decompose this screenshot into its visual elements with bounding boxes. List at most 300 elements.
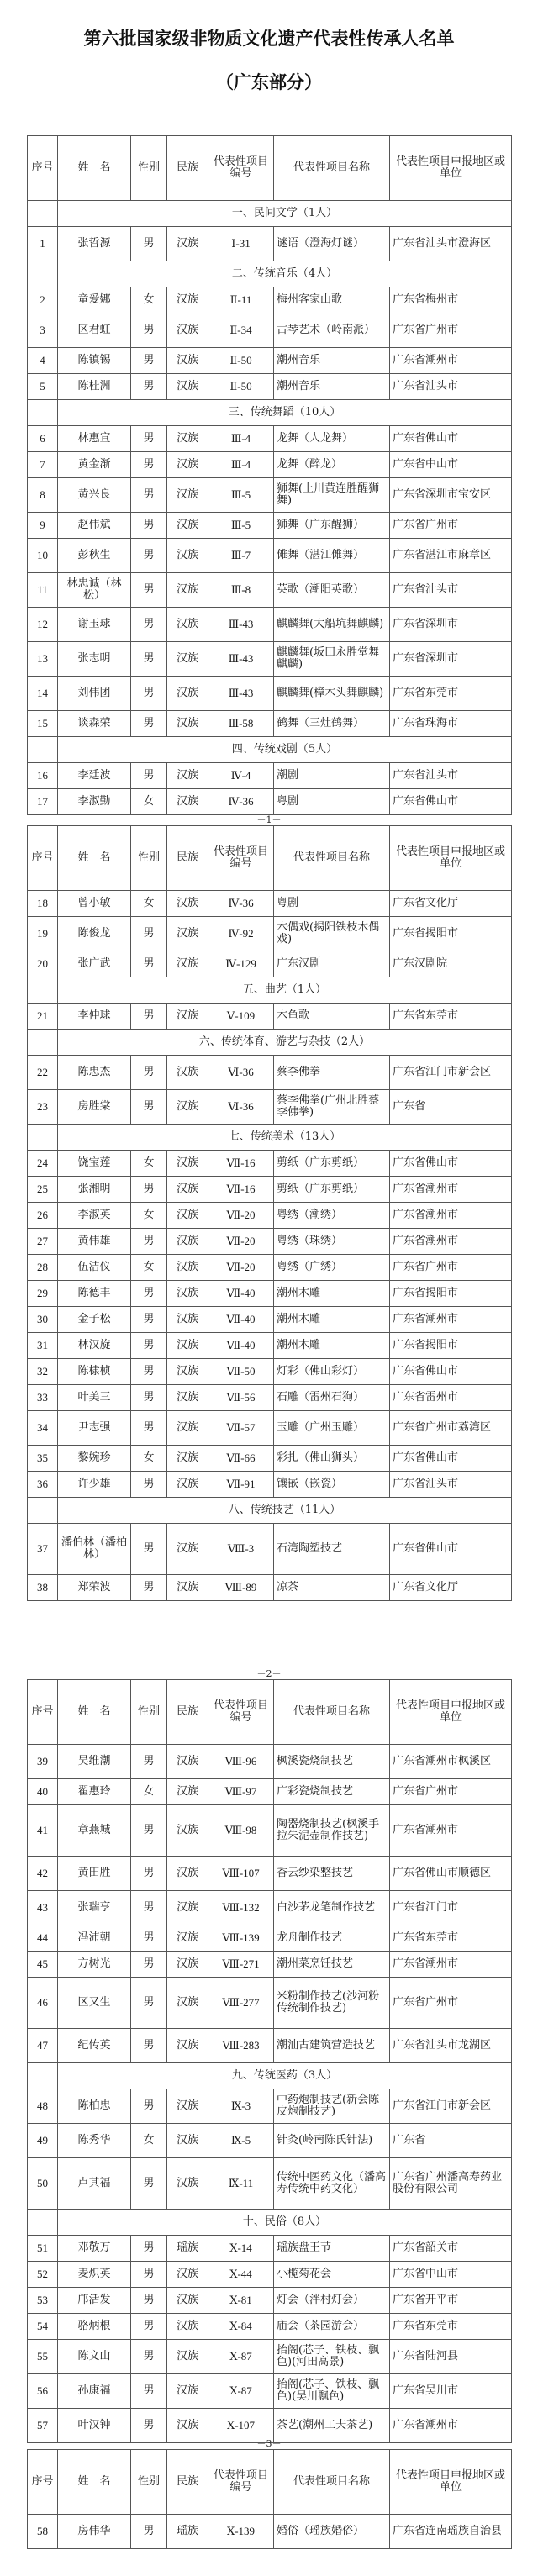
cell-region: 广东省潮州市 — [390, 348, 512, 374]
cell-seq: 22 — [28, 1056, 58, 1090]
cell-name: 刘伟团 — [58, 677, 131, 711]
cell-name: 陈柏忠 — [58, 2089, 131, 2124]
cell-region: 广东省深圳市 — [390, 642, 512, 677]
cell-gender: 女 — [131, 1779, 167, 1805]
cell-ethnicity: 汉族 — [167, 1203, 208, 1229]
column-header-name: 姓 名 — [58, 826, 131, 891]
cell-project: 凉茶 — [274, 1575, 390, 1601]
cell-gender: 男 — [131, 1090, 167, 1125]
cell-project: 潮州木雕 — [274, 1333, 390, 1359]
cell-ethnicity: 汉族 — [167, 951, 208, 977]
cell-code: Ⅷ-97 — [208, 1779, 274, 1805]
cell-code: Ⅲ-43 — [208, 642, 274, 677]
table-row — [28, 1446, 512, 1472]
cell-seq: 46 — [28, 1978, 58, 2029]
cell-project: 白沙茅龙笔制作技艺 — [274, 1891, 390, 1925]
cell-gender: 男 — [131, 1745, 167, 1779]
cell-region: 广东省东莞市 — [390, 677, 512, 711]
section-title: 八、传统技艺（11人） — [58, 1498, 512, 1524]
cell-project: 麒麟舞(坂田永胜堂舞麒麟) — [274, 642, 390, 677]
cell-project: 潮剧 — [274, 763, 390, 789]
section-row — [28, 1498, 512, 1524]
column-header-project: 代表性项目名称 — [274, 1680, 390, 1745]
cell-seq: 31 — [28, 1333, 58, 1359]
table-row — [28, 374, 512, 400]
cell-region: 广东省东莞市 — [390, 1925, 512, 1952]
cell-seq: 5 — [28, 374, 58, 400]
cell-project: 麒麟舞(大船坑舞麒麟) — [274, 608, 390, 642]
cell-gender: 男 — [131, 2340, 167, 2374]
cell-project: 蔡李佛拳 — [274, 1056, 390, 1090]
cell-seq: 7 — [28, 452, 58, 478]
cell-region: 广东省 — [390, 1090, 512, 1125]
cell-gender: 男 — [131, 2262, 167, 2288]
cell-seq: 25 — [28, 1177, 58, 1203]
cell-ethnicity: 汉族 — [167, 1281, 208, 1307]
cell-name: 李淑勤 — [58, 789, 131, 815]
cell-name: 陈文山 — [58, 2340, 131, 2374]
cell-name: 曾小敏 — [58, 891, 131, 917]
table-row — [28, 2262, 512, 2288]
cell-code: Ⅲ-58 — [208, 711, 274, 737]
column-header-ethnicity: 民族 — [167, 136, 208, 201]
section-blank-cell — [28, 201, 58, 227]
table-row — [28, 1805, 512, 1857]
cell-code: Ⅷ-139 — [208, 1925, 274, 1952]
cell-code: Ⅶ-57 — [208, 1411, 274, 1446]
cell-region: 广东省佛山市 — [390, 1359, 512, 1385]
table-row — [28, 1177, 512, 1203]
cell-code: Ⅷ-132 — [208, 1891, 274, 1925]
cell-ethnicity: 汉族 — [167, 2029, 208, 2063]
table-row — [28, 642, 512, 677]
cell-code: Ⅹ-14 — [208, 2236, 274, 2262]
section-row — [28, 261, 512, 287]
cell-name: 麦炽英 — [58, 2262, 131, 2288]
table-row — [28, 426, 512, 452]
cell-gender: 男 — [131, 917, 167, 951]
cell-gender: 男 — [131, 313, 167, 348]
section-row — [28, 1125, 512, 1151]
cell-name: 黄金渐 — [58, 452, 131, 478]
table-row — [28, 227, 512, 261]
cell-name: 邝活发 — [58, 2288, 131, 2314]
cell-ethnicity: 汉族 — [167, 313, 208, 348]
section-blank-cell — [28, 2210, 58, 2236]
cell-name: 陈棣桢 — [58, 1359, 131, 1385]
page-number-3: －3－ — [256, 2438, 282, 2449]
cell-code: Ⅹ-44 — [208, 2262, 274, 2288]
column-header-region: 代表性项目申报地区或单位 — [390, 136, 512, 201]
cell-ethnicity: 汉族 — [167, 426, 208, 452]
cell-region: 广东省潮州市 — [390, 1307, 512, 1333]
section-title: 七、传统美术（13人） — [58, 1125, 512, 1151]
cell-region: 广东省汕头市 — [390, 374, 512, 400]
column-header-code: 代表性项目编号 — [208, 1680, 274, 1745]
cell-project: 中药炮制技艺(新会陈皮炮制技艺) — [274, 2089, 390, 2124]
table-row — [28, 2124, 512, 2158]
cell-region: 广东省潮州市 — [390, 1203, 512, 1229]
cell-name: 彭秋生 — [58, 539, 131, 573]
cell-project: 潮州音乐 — [274, 374, 390, 400]
cell-name: 陈桂洲 — [58, 374, 131, 400]
cell-project: 抬阁(芯子、铁枝、飘色)(吴川飘色) — [274, 2374, 390, 2409]
cell-name: 吴维潮 — [58, 1745, 131, 1779]
cell-gender: 男 — [131, 1524, 167, 1575]
cell-name: 童爱娜 — [58, 287, 131, 313]
cell-code: Ⅶ-20 — [208, 1229, 274, 1255]
table-header-row — [28, 2450, 512, 2515]
cell-region: 广东省广州潘高寿药业股份有限公司 — [390, 2158, 512, 2210]
cell-name: 张湘明 — [58, 1177, 131, 1203]
cell-gender: 男 — [131, 2314, 167, 2340]
cell-project: 粤绣（广绣） — [274, 1255, 390, 1281]
cell-region: 广东省揭阳市 — [390, 917, 512, 951]
column-header-ethnicity: 民族 — [167, 826, 208, 891]
cell-region: 广东省佛山市 — [390, 1446, 512, 1472]
cell-gender: 男 — [131, 1925, 167, 1952]
cell-project: 潮州菜烹饪技艺 — [274, 1952, 390, 1978]
cell-ethnicity: 汉族 — [167, 608, 208, 642]
cell-ethnicity: 汉族 — [167, 891, 208, 917]
table-row — [28, 573, 512, 608]
section-blank-cell — [28, 737, 58, 763]
column-header-name: 姓 名 — [58, 136, 131, 201]
cell-region: 广东省湛江市麻章区 — [390, 539, 512, 573]
cell-name: 潘伯林（潘柏林） — [58, 1524, 131, 1575]
table-row — [28, 1004, 512, 1030]
table-row — [28, 2029, 512, 2063]
section-row — [28, 2063, 512, 2089]
cell-code: Ⅳ-36 — [208, 789, 274, 815]
cell-ethnicity: 汉族 — [167, 452, 208, 478]
table-row — [28, 1151, 512, 1177]
cell-code: Ⅱ-34 — [208, 313, 274, 348]
section-blank-cell — [28, 1125, 58, 1151]
cell-project: 龙舞（人龙舞） — [274, 426, 390, 452]
cell-gender: 男 — [131, 1805, 167, 1857]
table-row — [28, 478, 512, 513]
cell-seq: 49 — [28, 2124, 58, 2158]
cell-project: 潮州木雕 — [274, 1307, 390, 1333]
cell-ethnicity: 汉族 — [167, 573, 208, 608]
cell-region: 广东省广州市 — [390, 1255, 512, 1281]
cell-seq: 26 — [28, 1203, 58, 1229]
cell-region: 广东省文化厅 — [390, 891, 512, 917]
table-row — [28, 539, 512, 573]
cell-region: 广东省中山市 — [390, 2262, 512, 2288]
cell-seq: 28 — [28, 1255, 58, 1281]
cell-project: 传统中医药文化（潘高寿传统中药文化） — [274, 2158, 390, 2210]
cell-ethnicity: 汉族 — [167, 1779, 208, 1805]
cell-seq: 50 — [28, 2158, 58, 2210]
cell-seq: 11 — [28, 573, 58, 608]
cell-project: 镶嵌（嵌瓷） — [274, 1472, 390, 1498]
cell-seq: 19 — [28, 917, 58, 951]
cell-code: Ⅷ-98 — [208, 1805, 274, 1857]
cell-seq: 20 — [28, 951, 58, 977]
cell-seq: 6 — [28, 426, 58, 452]
cell-seq: 3 — [28, 313, 58, 348]
cell-gender: 男 — [131, 2515, 167, 2549]
cell-region: 广东省吴川市 — [390, 2374, 512, 2409]
cell-gender: 男 — [131, 573, 167, 608]
cell-project: 傩舞（湛江傩舞） — [274, 539, 390, 573]
section-title: 九、传统医药（3人） — [58, 2063, 512, 2089]
cell-region: 广东省汕头市 — [390, 573, 512, 608]
cell-ethnicity: 汉族 — [167, 1229, 208, 1255]
table-row — [28, 917, 512, 951]
cell-code: Ⅶ-16 — [208, 1151, 274, 1177]
cell-region: 广东省东莞市 — [390, 1004, 512, 1030]
cell-seq: 4 — [28, 348, 58, 374]
cell-ethnicity: 汉族 — [167, 227, 208, 261]
cell-code: Ⅲ-4 — [208, 452, 274, 478]
cell-project: 英歌（潮阳英歌） — [274, 573, 390, 608]
cell-region: 广东省佛山市 — [390, 1151, 512, 1177]
cell-project: 粤绣（珠绣） — [274, 1229, 390, 1255]
cell-seq: 57 — [28, 2409, 58, 2443]
cell-seq: 41 — [28, 1805, 58, 1857]
cell-seq: 27 — [28, 1229, 58, 1255]
cell-code: Ⅴ-109 — [208, 1004, 274, 1030]
cell-gender: 男 — [131, 1385, 167, 1411]
cell-name: 章燕城 — [58, 1805, 131, 1857]
cell-seq: 34 — [28, 1411, 58, 1446]
cell-code: Ⅲ-5 — [208, 478, 274, 513]
cell-code: Ⅶ-20 — [208, 1255, 274, 1281]
cell-gender: 女 — [131, 1203, 167, 1229]
cell-seq: 47 — [28, 2029, 58, 2063]
cell-seq: 18 — [28, 891, 58, 917]
cell-seq: 35 — [28, 1446, 58, 1472]
cell-project: 抬阁(芯子、铁枝、飘色)(河田高景) — [274, 2340, 390, 2374]
cell-ethnicity: 汉族 — [167, 2288, 208, 2314]
cell-ethnicity: 汉族 — [167, 1151, 208, 1177]
cell-name: 纪传英 — [58, 2029, 131, 2063]
cell-gender: 男 — [131, 2374, 167, 2409]
cell-seq: 8 — [28, 478, 58, 513]
cell-code: Ⅸ-11 — [208, 2158, 274, 2210]
cell-region: 广东省揭阳市 — [390, 1281, 512, 1307]
cell-ethnicity: 汉族 — [167, 1978, 208, 2029]
cell-name: 陈忠杰 — [58, 1056, 131, 1090]
column-header-code: 代表性项目编号 — [208, 2450, 274, 2515]
cell-name: 张志明 — [58, 642, 131, 677]
cell-name: 赵伟斌 — [58, 513, 131, 539]
cell-gender: 男 — [131, 1359, 167, 1385]
section-blank-cell — [28, 1030, 58, 1056]
table-row — [28, 1524, 512, 1575]
cell-gender: 男 — [131, 711, 167, 737]
cell-name: 许少雄 — [58, 1472, 131, 1498]
cell-region: 广东省江门市新会区 — [390, 2089, 512, 2124]
cell-seq: 12 — [28, 608, 58, 642]
column-header-gender: 性别 — [131, 2450, 167, 2515]
cell-code: Ⅱ-50 — [208, 374, 274, 400]
cell-gender: 男 — [131, 1229, 167, 1255]
cell-gender: 男 — [131, 1857, 167, 1891]
table-row — [28, 2089, 512, 2124]
document-subtitle: （广东部分） — [216, 72, 322, 92]
page-number-2: －2－ — [256, 1668, 282, 1679]
cell-seq: 32 — [28, 1359, 58, 1385]
cell-project: 龙舟制作技艺 — [274, 1925, 390, 1952]
cell-name: 尹志强 — [58, 1411, 131, 1446]
section-title: 二、传统音乐（4人） — [58, 261, 512, 287]
cell-gender: 男 — [131, 1056, 167, 1090]
cell-ethnicity: 汉族 — [167, 2262, 208, 2288]
column-header-code: 代表性项目编号 — [208, 826, 274, 891]
cell-seq: 29 — [28, 1281, 58, 1307]
cell-ethnicity: 汉族 — [167, 1385, 208, 1411]
table-row — [28, 1333, 512, 1359]
table-header-row — [28, 826, 512, 891]
cell-ethnicity: 汉族 — [167, 1891, 208, 1925]
cell-name: 陈俊龙 — [58, 917, 131, 951]
cell-seq: 21 — [28, 1004, 58, 1030]
section-row — [28, 737, 512, 763]
cell-gender: 男 — [131, 426, 167, 452]
cell-code: Ⅹ-107 — [208, 2409, 274, 2443]
cell-name: 伍洁仪 — [58, 1255, 131, 1281]
cell-name: 陈秀华 — [58, 2124, 131, 2158]
section-blank-cell — [28, 261, 58, 287]
section-title: 三、传统舞蹈（10人） — [58, 400, 512, 426]
cell-code: Ⅸ-3 — [208, 2089, 274, 2124]
cell-gender: 男 — [131, 763, 167, 789]
cell-seq: 45 — [28, 1952, 58, 1978]
cell-gender: 男 — [131, 227, 167, 261]
cell-seq: 53 — [28, 2288, 58, 2314]
table-row — [28, 1952, 512, 1978]
cell-gender: 男 — [131, 1333, 167, 1359]
cell-code: Ⅷ-283 — [208, 2029, 274, 2063]
cell-region: 广东省潮州市 — [390, 1177, 512, 1203]
table-row — [28, 1090, 512, 1125]
cell-name: 邓敬万 — [58, 2236, 131, 2262]
table-row — [28, 1925, 512, 1952]
cell-code: Ⅶ-50 — [208, 1359, 274, 1385]
cell-ethnicity: 汉族 — [167, 2158, 208, 2210]
cell-project: 龙舞（醉龙） — [274, 452, 390, 478]
cell-name: 方树光 — [58, 1952, 131, 1978]
cell-region: 广东省雷州市 — [390, 1385, 512, 1411]
cell-name: 李淑英 — [58, 1203, 131, 1229]
cell-seq: 15 — [28, 711, 58, 737]
cell-name: 叶美三 — [58, 1385, 131, 1411]
table-row — [28, 2374, 512, 2409]
cell-seq: 54 — [28, 2314, 58, 2340]
section-row — [28, 201, 512, 227]
cell-gender: 男 — [131, 513, 167, 539]
cell-gender: 女 — [131, 789, 167, 815]
cell-gender: 女 — [131, 287, 167, 313]
section-blank-cell — [28, 977, 58, 1004]
column-header-ethnicity: 民族 — [167, 2450, 208, 2515]
cell-ethnicity: 汉族 — [167, 1359, 208, 1385]
cell-name: 谈森荣 — [58, 711, 131, 737]
cell-name: 黄伟雄 — [58, 1229, 131, 1255]
cell-region: 广东省佛山市 — [390, 426, 512, 452]
cell-seq: 42 — [28, 1857, 58, 1891]
column-header-gender: 性别 — [131, 826, 167, 891]
cell-ethnicity: 汉族 — [167, 1575, 208, 1601]
cell-project: 瑶族盘王节 — [274, 2236, 390, 2262]
cell-ethnicity: 汉族 — [167, 2089, 208, 2124]
cell-project: 庙会（茶园游会） — [274, 2314, 390, 2340]
cell-region: 广东省 — [390, 2124, 512, 2158]
table-row — [28, 513, 512, 539]
document-title: 第六批国家级非物质文化遗产代表性传承人名单 — [83, 29, 455, 49]
cell-name: 冯沛朝 — [58, 1925, 131, 1952]
page-number-1: －1－ — [256, 814, 282, 825]
cell-region: 广东省中山市 — [390, 452, 512, 478]
cell-project: 狮舞(上川黄连胜醒狮舞) — [274, 478, 390, 513]
cell-code: Ⅲ-5 — [208, 513, 274, 539]
cell-project: 针灸(岭南陈氏针法) — [274, 2124, 390, 2158]
cell-region: 广东省汕头市龙湖区 — [390, 2029, 512, 2063]
cell-gender: 女 — [131, 891, 167, 917]
table-row — [28, 1779, 512, 1805]
cell-region: 广东省潮州市 — [390, 1229, 512, 1255]
cell-gender: 女 — [131, 1446, 167, 1472]
cell-region: 广东省汕头市澄海区 — [390, 227, 512, 261]
cell-project: 谜语（澄海灯谜） — [274, 227, 390, 261]
cell-project: 潮汕古建筑营造技艺 — [274, 2029, 390, 2063]
table-row — [28, 1359, 512, 1385]
cell-ethnicity: 汉族 — [167, 2409, 208, 2443]
section-title: 一、民间文学（1人） — [58, 201, 512, 227]
cell-project: 剪纸（广东剪纸） — [274, 1151, 390, 1177]
cell-seq: 13 — [28, 642, 58, 677]
cell-name: 陈镇锡 — [58, 348, 131, 374]
table-row — [28, 313, 512, 348]
cell-ethnicity: 瑶族 — [167, 2515, 208, 2549]
table-row — [28, 951, 512, 977]
table-row — [28, 677, 512, 711]
table-row — [28, 452, 512, 478]
cell-ethnicity: 汉族 — [167, 1446, 208, 1472]
cell-seq: 2 — [28, 287, 58, 313]
cell-ethnicity: 汉族 — [167, 1925, 208, 1952]
cell-region: 广东省江门市 — [390, 1891, 512, 1925]
cell-seq: 44 — [28, 1925, 58, 1952]
cell-gender: 男 — [131, 677, 167, 711]
heritage-table-page-3 — [27, 1679, 512, 2443]
cell-seq: 10 — [28, 539, 58, 573]
cell-name: 金子松 — [58, 1307, 131, 1333]
column-header-project: 代表性项目名称 — [274, 136, 390, 201]
cell-region: 广东省汕头市 — [390, 763, 512, 789]
column-header-project: 代表性项目名称 — [274, 2450, 390, 2515]
cell-region: 广东省珠海市 — [390, 711, 512, 737]
column-header-code: 代表性项目编号 — [208, 136, 274, 201]
cell-code: Ⅶ-91 — [208, 1472, 274, 1498]
table-row — [28, 1255, 512, 1281]
cell-code: Ⅷ-89 — [208, 1575, 274, 1601]
column-header-region: 代表性项目申报地区或单位 — [390, 2450, 512, 2515]
cell-seq: 23 — [28, 1090, 58, 1125]
cell-gender: 男 — [131, 1978, 167, 2029]
cell-gender: 男 — [131, 1411, 167, 1446]
section-row — [28, 1030, 512, 1056]
cell-project: 茶艺(潮州工夫茶艺) — [274, 2409, 390, 2443]
cell-name: 黄兴良 — [58, 478, 131, 513]
table-row — [28, 1229, 512, 1255]
cell-code: Ⅹ-87 — [208, 2340, 274, 2374]
heritage-table-page-1 — [27, 135, 512, 815]
